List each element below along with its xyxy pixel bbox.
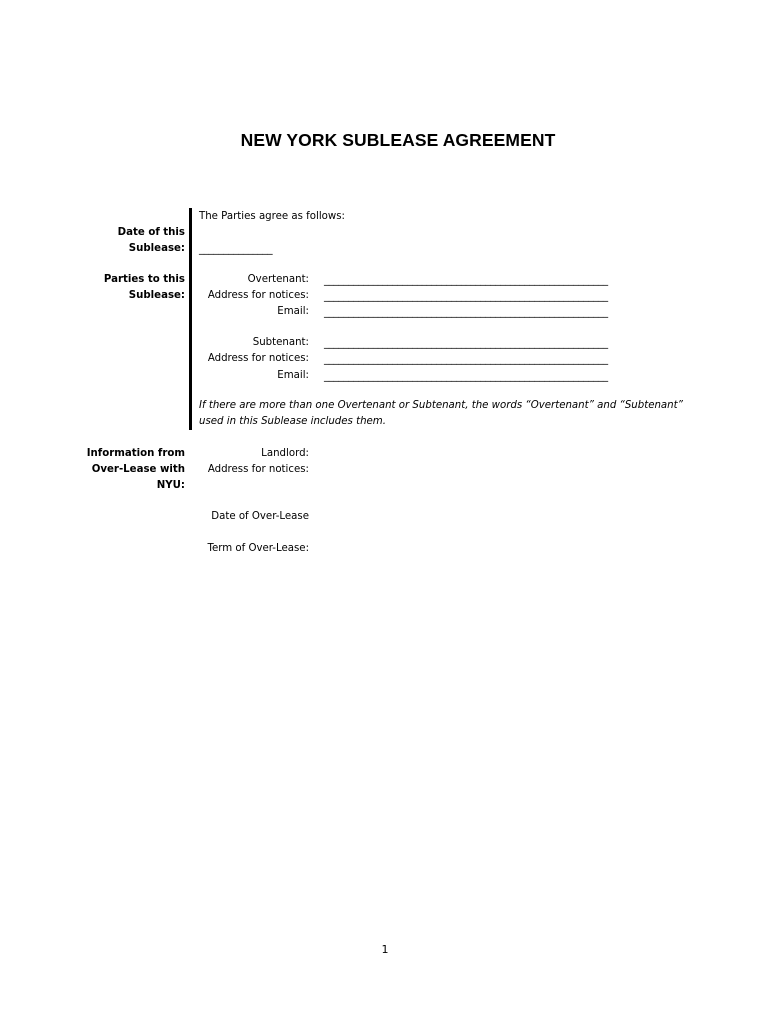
overlease-section-label-line3: NYU:	[156, 480, 185, 491]
date-section-label-line1: Date of this	[117, 227, 185, 238]
subtenant-address-label: Address for notices:	[207, 353, 309, 364]
date-section-label-line2: Sublease:	[128, 243, 185, 254]
parties-section-label-line2: Sublease:	[128, 290, 185, 301]
overtenant-email-field[interactable]: __________________________________________________________	[324, 307, 608, 318]
overlease-term-label: Term of Over-Lease:	[207, 543, 309, 554]
page-number: 1	[381, 943, 389, 956]
subtenant-email-label: Email:	[277, 370, 309, 381]
subtenant-label: Subtenant:	[252, 337, 309, 348]
intro-text: The Parties agree as follows:	[199, 211, 345, 222]
landlord-label: Landlord:	[261, 448, 309, 459]
subtenant-field[interactable]: __________________________________________________________	[324, 338, 608, 349]
parties-section-label-line1: Parties to this	[103, 274, 185, 285]
overtenant-label: Overtenant:	[247, 274, 309, 285]
overtenant-email-label: Email:	[277, 306, 309, 317]
overtenant-address-label: Address for notices:	[207, 290, 309, 301]
overtenant-address-field[interactable]: __________________________________________________________	[324, 291, 608, 302]
document-title: NEW YORK SUBLEASE AGREEMENT	[240, 130, 556, 150]
subtenant-email-field[interactable]: __________________________________________________________	[324, 371, 608, 382]
overlease-date-label: Date of Over-Lease	[211, 511, 309, 522]
landlord-address-label: Address for notices:	[207, 464, 309, 475]
section-divider-rule	[189, 208, 192, 430]
multiple-parties-note: If there are more than one Overtenant or Subtenant, the words “Overtenant” and “Subtenant” used in this Sublease includes them.	[199, 400, 683, 427]
subtenant-address-field[interactable]: __________________________________________________________	[324, 354, 608, 365]
overtenant-field[interactable]: __________________________________________________________	[324, 275, 608, 286]
overlease-section-label-line2: Over-Lease with	[91, 464, 185, 475]
sublease-date-field[interactable]: _______________	[199, 244, 273, 255]
overlease-section-label-line1: Information from	[86, 448, 185, 459]
